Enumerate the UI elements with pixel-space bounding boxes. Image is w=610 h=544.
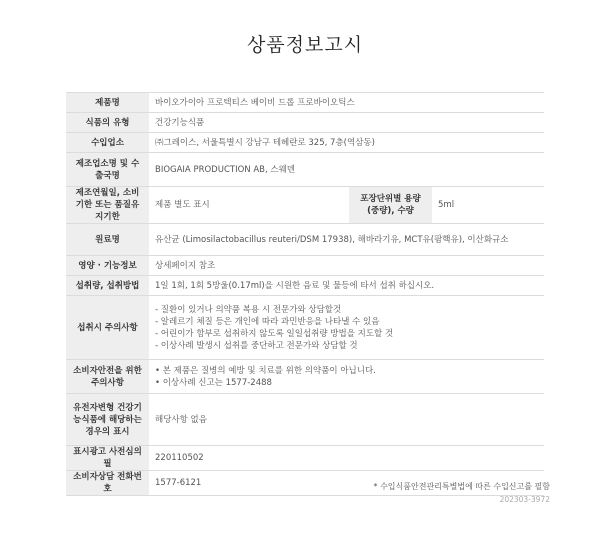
table-row xyxy=(66,394,544,446)
row-value-secondary: 5ml xyxy=(432,187,544,224)
row-label: 섭취량, 섭취방법 xyxy=(66,276,149,296)
row-value: BIOGAIA PRODUCTION AB, 스웨덴 xyxy=(149,153,544,187)
row-label: 영양 · 기능정보 xyxy=(66,256,149,276)
row-value: 바이오가이아 프로텍티스 베이비 드롭 프로바이오틱스 xyxy=(149,93,544,113)
footnote: * 수입식품안전관리특별법에 따른 수입신고를 필함 xyxy=(373,482,550,491)
row-label: 원료명 xyxy=(66,224,149,256)
list-item: - 이상사례 발생시 섭취를 중단하고 전문가와 상담할 것 xyxy=(155,340,358,351)
table-row xyxy=(66,296,544,360)
row-value: 1일 1회, 1회 5방울(0.17ml)을 시원한 음료 및 물등에 타서 섭취 하십시오. xyxy=(149,276,544,296)
row-value: 상세페이지 참조 xyxy=(149,256,544,276)
row-label: 제조업소명 및 수출국명 xyxy=(66,153,149,187)
row-value: 유산균 (Limosilactobacillus reuteri/DSM 17938), 해바라기유, MCT유(팜핵유), 이산화규소 xyxy=(149,224,544,256)
list-item: - 어린이가 함부로 섭취하지 않도록 일일섭취량 방법을 지도할 것 xyxy=(155,328,394,339)
row-label: 소비자안전을 위한 주의사항 xyxy=(66,360,149,394)
row-label: 소비자상담 전화번호 xyxy=(66,471,149,496)
row-label: 표시광고 사전심의필 xyxy=(66,446,149,471)
row-label-secondary: 포장단위별 용량(중량), 수량 xyxy=(349,187,432,224)
row-label: 제조연월일, 소비기한 또는 품질유지기한 xyxy=(66,187,149,224)
table-row xyxy=(66,224,544,256)
row-value-list xyxy=(149,360,544,394)
list-item: • 본 제품은 질병의 예방 및 치료를 위한 의약품이 아닙니다. xyxy=(155,365,376,376)
row-value: 건강기능식품 xyxy=(149,113,544,133)
row-value: 제품 별도 표시 xyxy=(149,187,349,224)
list-item: • 이상사례 신고는 1577-2488 xyxy=(155,377,272,388)
table-row xyxy=(66,187,544,224)
list-item: - 알레르기 체질 등은 개인에 따라 과민반응을 나타낼 수 있음 xyxy=(155,316,380,327)
row-label: 식품의 유형 xyxy=(66,113,149,133)
table-row xyxy=(66,93,544,113)
row-label: 제품명 xyxy=(66,93,149,113)
list-item: - 질환이 있거나 의약품 복용 시 전문가와 상담할것 xyxy=(155,304,342,315)
row-value: ㈜그레이스, 서울특별시 강남구 테헤란로 325, 7층(역삼동) xyxy=(149,133,544,153)
row-label: 수입업소 xyxy=(66,133,149,153)
table-row xyxy=(66,256,544,276)
table-row xyxy=(66,113,544,133)
row-label: 섭취시 주의사항 xyxy=(66,296,149,360)
row-label: 유전자변형 건강기능식품에 해당하는 경우의 표시 xyxy=(66,394,149,446)
table-row xyxy=(66,153,544,187)
table-row xyxy=(66,446,544,471)
table-row xyxy=(66,276,544,296)
product-info-table xyxy=(66,92,544,496)
table-row xyxy=(66,360,544,394)
table-row xyxy=(66,133,544,153)
row-value: 220110502 xyxy=(149,446,544,471)
page-title: 상품정보고시 xyxy=(246,34,364,56)
row-value-list xyxy=(149,296,544,360)
row-value: 해당사항 없음 xyxy=(149,394,544,446)
document-code: 202303-3972 xyxy=(499,495,550,504)
row-value: 1577-6121 xyxy=(149,471,544,496)
